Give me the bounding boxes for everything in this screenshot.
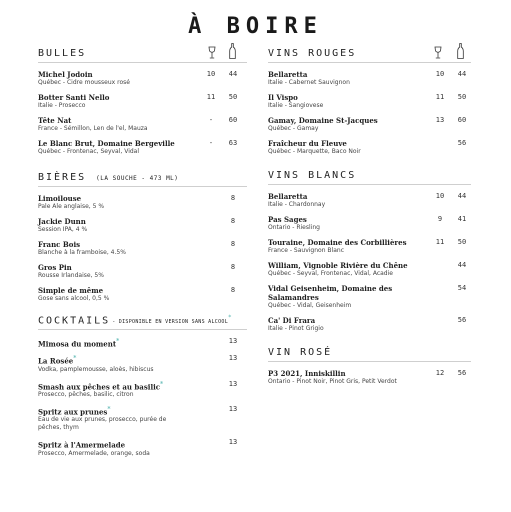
item-name	[38, 337, 247, 348]
item-name-text: Spritz à l'Amermelade	[38, 440, 126, 450]
item-name: Franc Bois	[38, 240, 81, 249]
price: 8	[230, 217, 236, 225]
bottle-price: 60	[457, 116, 467, 124]
list-item	[268, 116, 471, 133]
item-desc: Italie - Sangiovese	[268, 102, 324, 109]
right-column	[268, 46, 471, 392]
item-desc: Québec - Seyval, Frontenac, Vidal, Acadie	[268, 270, 393, 277]
section-title-vin-rose: VIN ROSÉ	[268, 347, 333, 358]
list-item	[268, 192, 471, 209]
list-item	[38, 240, 247, 257]
section-title-bulles: BULLES	[38, 48, 87, 59]
wine-bottle-icon	[457, 43, 464, 59]
item-name	[38, 380, 247, 391]
item-name-text: Mimosa du moment	[38, 339, 117, 349]
list-item	[268, 284, 471, 310]
section-title-cocktails	[38, 314, 234, 326]
item-name: Pas Sages	[268, 215, 307, 224]
bottle-price: 50	[228, 93, 238, 101]
list-item	[268, 215, 471, 232]
section-header-vins-blancs	[268, 168, 471, 185]
section-title-bieres	[38, 172, 178, 183]
bottle-price: 44	[228, 70, 238, 78]
list-item	[38, 380, 247, 399]
bottle-price: 56	[457, 369, 467, 377]
bottle-price: 56	[457, 316, 467, 324]
item-name: Touraine, Domaine des Corbillières	[268, 238, 407, 247]
section-header-bulles	[38, 46, 247, 63]
item-desc: Québec - Vidal, Geisenheim	[268, 302, 352, 309]
list-item	[268, 139, 471, 156]
wine-glass-icon	[434, 46, 442, 59]
asterisk-icon: *	[107, 405, 111, 413]
price: 8	[230, 240, 236, 248]
page-title: À BOIRE	[188, 14, 323, 39]
item-name: Jackie Dunn	[38, 217, 86, 226]
asterisk-icon: *	[116, 338, 120, 345]
left-column	[38, 46, 247, 464]
item-name: Gamay, Domaine St-Jacques	[268, 116, 378, 125]
item-name: P3 2021, Inniskillin	[268, 369, 346, 378]
item-desc: Prosecco, Amermelade, orange, soda	[38, 449, 150, 457]
bottle-price: 60	[228, 116, 238, 124]
glass-price: 11	[435, 238, 445, 246]
glass-price: 13	[435, 116, 445, 124]
asterisk-icon: *	[160, 380, 164, 388]
price: 13	[228, 337, 238, 345]
item-name: Vidal Geisenheim, Domaine des Salamandres	[268, 284, 393, 302]
list-item	[38, 70, 247, 87]
item-desc: Italie - Chardonnay	[268, 201, 326, 208]
item-desc: Prosecco, pêches, basilic, citron	[38, 390, 134, 398]
glass-price: 11	[206, 93, 216, 101]
glass-price: 10	[435, 192, 445, 200]
item-desc: Québec - Marquette, Baco Noir	[268, 148, 361, 155]
list-item	[268, 238, 471, 255]
list-item	[38, 263, 247, 280]
item-name: Botter Santi Nello	[38, 93, 110, 102]
item-desc: Pale Ale anglaise, 5 %	[38, 203, 105, 210]
glass-price: -	[208, 116, 214, 124]
price: 8	[230, 194, 236, 202]
item-desc: Session IPA, 4 %	[38, 226, 88, 233]
price: 8	[230, 286, 236, 294]
item-name: Michel Jodoin	[38, 70, 93, 79]
item-name: William, Vignoble Rivière du Chêne	[268, 261, 408, 270]
list-item	[38, 116, 247, 133]
bottle-price: 44	[457, 192, 467, 200]
item-desc: Eau de vie aux prunes, prosecco, purée de pêches, thym	[38, 416, 167, 432]
list-item	[38, 194, 247, 211]
list-item	[38, 286, 247, 303]
glass-price: 10	[435, 70, 445, 78]
item-desc: Gose sans alcool, 0,5 %	[38, 295, 110, 302]
item-name-text: Smash aux pêches et au basilic	[38, 381, 161, 391]
list-item	[38, 93, 247, 110]
item-name	[38, 354, 247, 365]
bottle-price: 56	[457, 139, 467, 147]
bottle-price: 54	[457, 284, 467, 292]
list-item	[38, 438, 247, 457]
item-desc: Rousse Irlandaise, 5%	[38, 272, 104, 279]
asterisk-icon: *	[228, 313, 234, 321]
list-item	[38, 405, 247, 432]
item-name: Ca' Di Frara	[268, 316, 316, 325]
glass-price: 9	[437, 215, 443, 223]
wine-bottle-icon	[229, 43, 236, 59]
list-item	[38, 354, 247, 373]
bottle-price: 41	[457, 215, 467, 223]
item-name: Gros Pin	[38, 263, 72, 272]
bottle-price: 44	[457, 70, 467, 78]
list-item	[38, 217, 247, 234]
item-desc: Ontario - Riesling	[268, 224, 320, 231]
list-item	[268, 70, 471, 87]
item-desc: Blanche à la framboise, 4.5%	[38, 249, 126, 256]
item-desc: France - Sémillon, Len de l'el, Mauza	[38, 125, 148, 132]
item-name: Il Vispo	[268, 93, 298, 102]
section-header-vins-rouges	[268, 46, 471, 63]
item-name: Simple de même	[38, 286, 104, 295]
item-desc: Ontario - Pinot Noir, Pinot Gris, Petit Verdot	[268, 378, 397, 385]
item-desc: Italie - Prosecco	[38, 102, 86, 109]
list-item	[268, 369, 471, 386]
wine-glass-icon	[208, 46, 216, 59]
item-name	[38, 405, 247, 416]
bottle-price: 50	[457, 93, 467, 101]
item-name: Le Blanc Brut, Domaine Bergeville	[38, 139, 175, 148]
item-desc: France - Sauvignon Blanc	[268, 247, 344, 254]
glass-price: 11	[435, 93, 445, 101]
item-desc: Québec - Gamay	[268, 125, 319, 132]
section-note: - DISPONIBLE EN VERSION SANS ALCOOL	[112, 319, 229, 325]
item-desc: Québec - Frontenac, Seyval, Vidal	[38, 148, 140, 155]
glass-price: 12	[435, 369, 445, 377]
list-item	[268, 93, 471, 110]
list-item	[38, 337, 247, 348]
section-title-vins-rouges: VINS ROUGES	[268, 48, 357, 59]
price: 13	[228, 438, 238, 447]
price: 13	[228, 379, 238, 388]
item-name: Bellaretta	[268, 70, 308, 79]
section-header-cocktails	[38, 313, 247, 330]
section-title-text: BIÈRES	[38, 172, 87, 183]
item-name: Fraîcheur du Fleuve	[268, 139, 347, 148]
section-header-bieres	[38, 170, 247, 187]
item-name-text: La Rosée	[38, 356, 74, 366]
section-title-vins-blancs: VINS BLANCS	[268, 170, 357, 181]
bottle-price: 44	[457, 261, 467, 269]
list-item	[38, 139, 247, 156]
item-name: Bellaretta	[268, 192, 308, 201]
item-desc: Italie - Cabernet Sauvignon	[268, 79, 350, 86]
list-item	[268, 261, 471, 278]
section-header-vin-rose	[268, 345, 471, 362]
item-name-text: Spritz aux prunes	[38, 407, 108, 417]
asterisk-icon: *	[73, 355, 77, 363]
price: 8	[230, 263, 236, 271]
price: 13	[228, 404, 238, 413]
item-name: Tête Nat	[38, 116, 72, 125]
item-name: Limoilouse	[38, 194, 82, 203]
section-subtitle: (LA SOUCHE - 473 ML)	[96, 175, 179, 182]
glass-price: -	[208, 139, 214, 147]
item-desc: Québec - Cidre mousseux rosé	[38, 79, 130, 86]
list-item	[268, 316, 471, 333]
item-desc: Italie - Pinot Grigio	[268, 325, 324, 332]
bottle-price: 50	[457, 238, 467, 246]
bottle-price: 63	[228, 139, 238, 147]
item-desc: Vodka, pamplemousse, aloès, hibiscus	[38, 365, 154, 373]
section-title-text: COCKTAILS	[38, 315, 111, 326]
price: 13	[228, 354, 238, 363]
glass-price: 10	[206, 70, 216, 78]
item-name	[38, 438, 247, 449]
